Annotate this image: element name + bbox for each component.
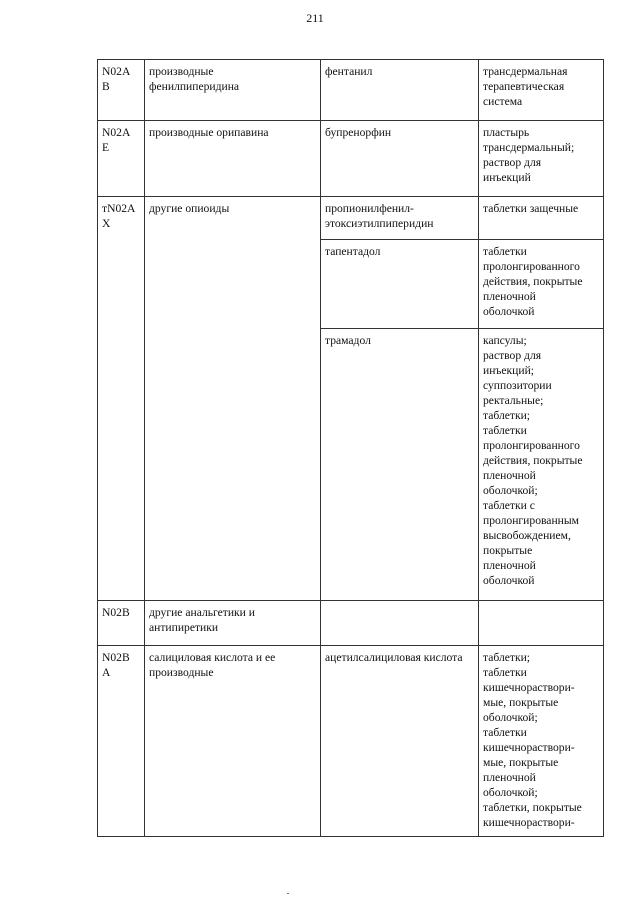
- table-row: [98, 601, 604, 646]
- table-row: [98, 646, 604, 837]
- dosage-form-cell: капсулы; раствор для инъекций; суппозитории ректальные; таблетки; таблетки пролонгированного действия, покрытые пленочной оболочкой; таблетки с пролонгированным высвобождением, покрытые пленочной оболочкой: [479, 329, 604, 601]
- drug-name-cell: ацетилсалициловая кислота: [321, 646, 479, 837]
- table-row: [98, 197, 604, 240]
- atc-group-cell: производные орипавина: [145, 121, 321, 197]
- drug-name-cell: фентанил: [321, 60, 479, 121]
- atc-code-cell: тN02A X: [98, 197, 145, 601]
- dosage-form-cell: пластырь трансдермальный; раствор для инъекций: [479, 121, 604, 197]
- drug-list-table: [97, 59, 604, 837]
- scan-speck: [287, 893, 289, 894]
- atc-group-cell: другие опиоиды: [145, 197, 321, 601]
- dosage-form-cell: [479, 601, 604, 646]
- atc-code-cell: N02A B: [98, 60, 145, 121]
- table-row: [98, 60, 604, 121]
- page-number: 211: [306, 11, 324, 25]
- atc-group-cell: производные фенилпиперидина: [145, 60, 321, 121]
- drug-name-cell: трамадол: [321, 329, 479, 601]
- dosage-form-cell: таблетки; таблетки кишечнораствори- мые, покрытые оболочкой; таблетки кишечнораствори- мые, покрытые пленочной оболочкой; таблетки, покрытые кишечнораствори-: [479, 646, 604, 837]
- atc-code-cell: N02B A: [98, 646, 145, 837]
- table-row: [98, 121, 604, 197]
- drug-name-cell: пропионилфенил- этоксиэтилпиперидин: [321, 197, 479, 240]
- drug-name-cell: бупренорфин: [321, 121, 479, 197]
- drug-name-cell: [321, 601, 479, 646]
- dosage-form-cell: трансдермальная терапевтическая система: [479, 60, 604, 121]
- atc-group-cell: салициловая кислота и ее производные: [145, 646, 321, 837]
- dosage-form-cell: таблетки защечные: [479, 197, 604, 240]
- atc-group-cell: другие анальгетики и антипиретики: [145, 601, 321, 646]
- atc-code-cell: N02A E: [98, 121, 145, 197]
- drug-name-cell: тапентадол: [321, 240, 479, 329]
- dosage-form-cell: таблетки пролонгированного действия, покрытые пленочной оболочкой: [479, 240, 604, 329]
- atc-code-cell: N02B: [98, 601, 145, 646]
